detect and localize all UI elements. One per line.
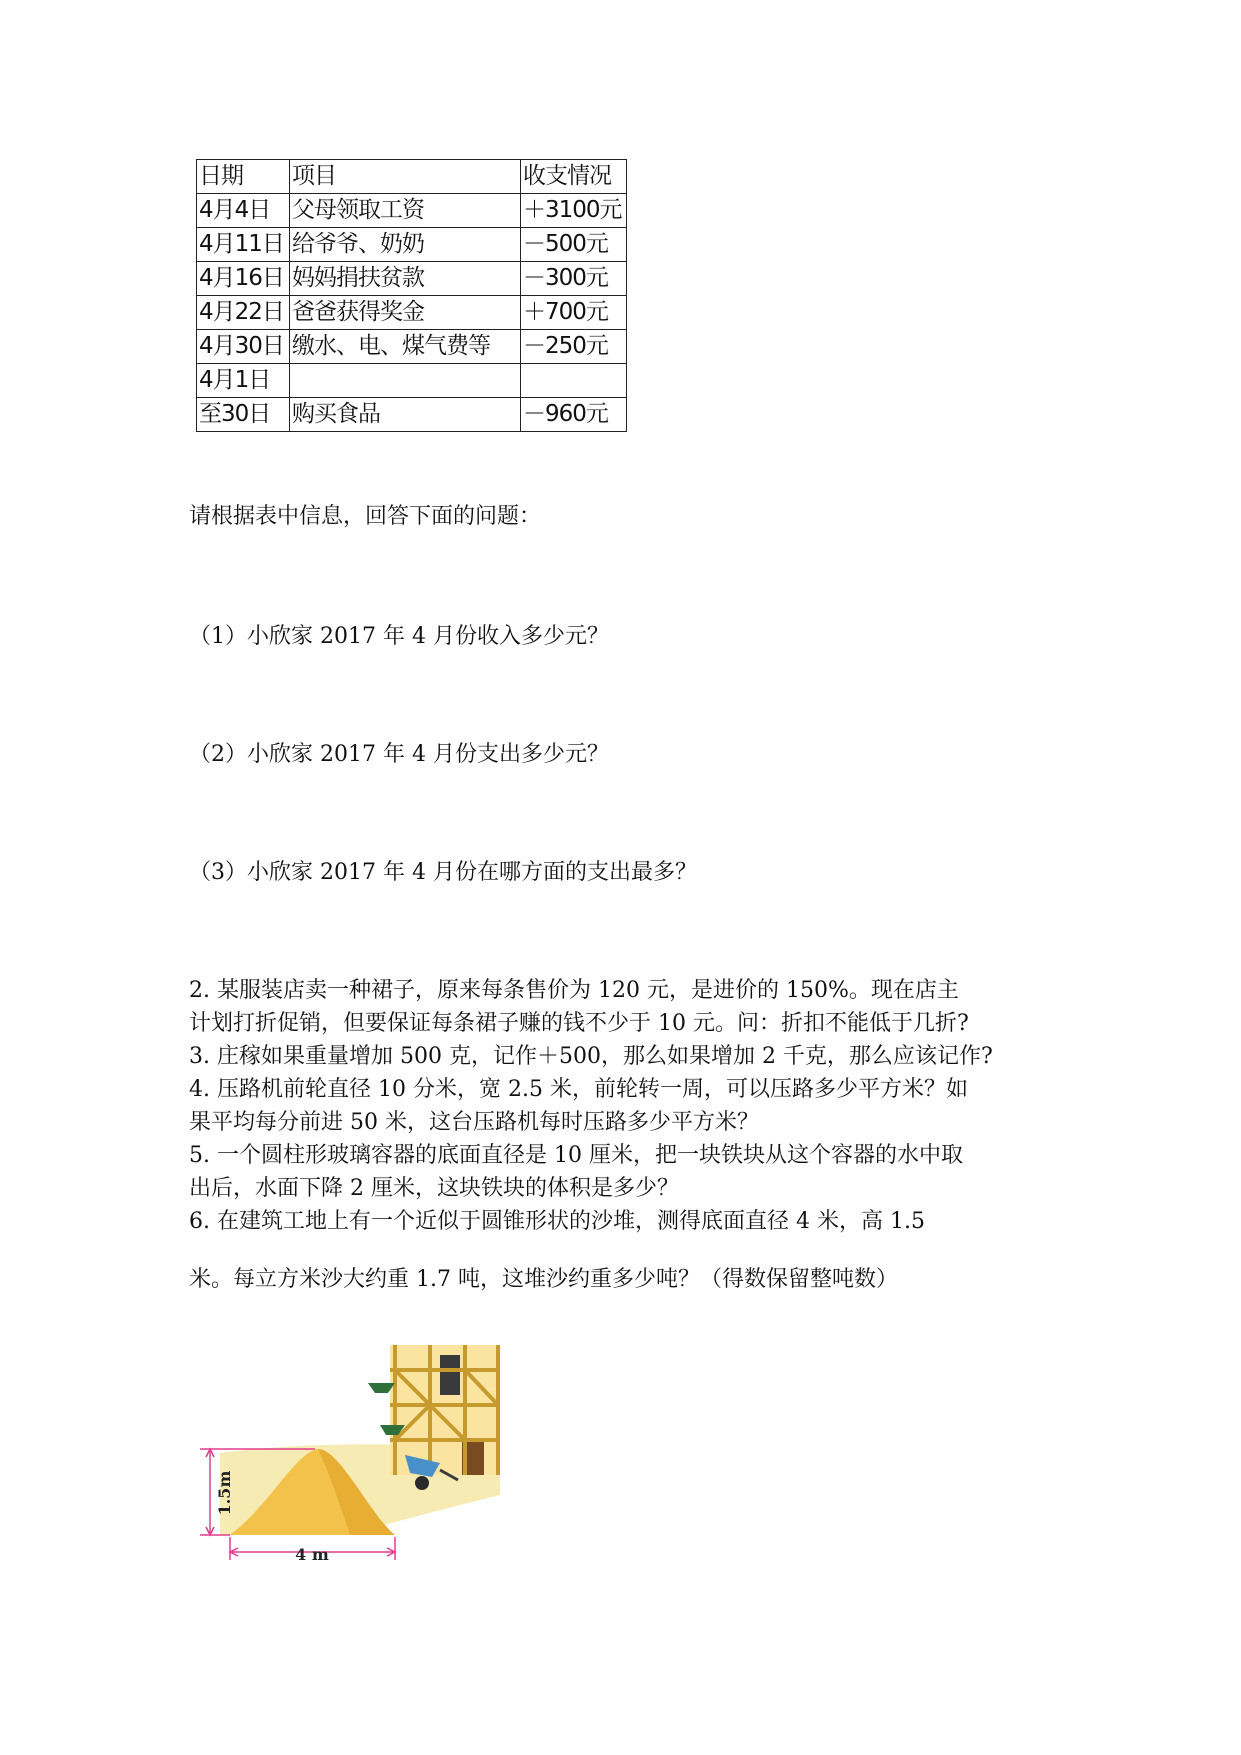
cell-amount: －960元 [521, 398, 627, 432]
problem-line: 4. 压路机前轮直径 10 分米，宽 2.5 米，前轮转一周，可以压路多少平方米？如 [189, 1077, 968, 1102]
cell-item: 爸爸获得奖金 [290, 296, 521, 330]
cell-date: 4月1日 [197, 364, 290, 398]
problem-line: 2. 某服装店卖一种裙子，原来每条售价为 120 元，是进价的 150%。现在店主 [189, 978, 959, 1003]
table-row [197, 330, 627, 364]
cell-amount: －300元 [521, 262, 627, 296]
table-row [197, 194, 627, 228]
problem-line: 出后，水面下降 2 厘米，这块铁块的体积是多少？ [189, 1176, 679, 1201]
table-row [197, 296, 627, 330]
instruction-text: 请根据表中信息，回答下面的问题： [189, 504, 542, 529]
cell-item: 缴水、电、煤气费等 [290, 330, 521, 364]
width-label: 4 m [295, 1545, 329, 1564]
cell-item: 父母领取工资 [290, 194, 521, 228]
cell-amount: －250元 [521, 330, 627, 364]
header-item: 项目 [290, 160, 521, 194]
problem-line-last: 米。每立方米沙大约重 1.7 吨，这堆沙约重多少吨？（得数保留整吨数） [189, 1267, 898, 1292]
table-row [197, 228, 627, 262]
cell-date: 4月22日 [197, 296, 290, 330]
sand-pile-illustration [200, 1345, 510, 1585]
header-amount: 收支情况 [521, 160, 627, 194]
table-row [197, 262, 627, 296]
subquestion-2: （2）小欣家 2017 年 4 月份支出多少元？ [189, 742, 609, 767]
cell-date: 至30日 [197, 398, 290, 432]
cell-date: 4月30日 [197, 330, 290, 364]
problem-line: 6. 在建筑工地上有一个近似于圆锥形状的沙堆，测得底面直径 4 米，高 1.5 [189, 1209, 925, 1234]
problem-line: 5. 一个圆柱形玻璃容器的底面直径是 10 厘米，把一块铁块从这个容器的水中取 [189, 1143, 963, 1168]
cell-date: 4月16日 [197, 262, 290, 296]
table-row [197, 364, 627, 398]
subquestion-1: （1）小欣家 2017 年 4 月份收入多少元？ [189, 624, 609, 649]
cell-item: 购买食品 [290, 398, 521, 432]
table-header-row [197, 160, 627, 194]
cell-item [290, 364, 521, 398]
table-row [197, 398, 627, 432]
problem-line: 3. 庄稼如果重量增加 500 克，记作＋500，那么如果增加 2 千克，那么应该记作? [189, 1044, 993, 1069]
header-date: 日期 [197, 160, 290, 194]
problem-line: 计划打折促销，但要保证每条裙子赚的钱不少于 10 元。问：折扣不能低于几折? [189, 1011, 969, 1036]
problem-line: 果平均每分前进 50 米，这台压路机每时压路多少平方米？ [189, 1110, 759, 1135]
cell-date: 4月11日 [197, 228, 290, 262]
cell-item: 给爷爷、奶奶 [290, 228, 521, 262]
problems-block [189, 974, 1069, 1238]
cell-amount: ＋700元 [521, 296, 627, 330]
income-expense-table [196, 159, 627, 432]
cell-amount: －500元 [521, 228, 627, 262]
height-label: 1.5m [215, 1470, 234, 1516]
cell-amount [521, 364, 627, 398]
cell-amount: ＋3100元 [521, 194, 627, 228]
subquestion-3: （3）小欣家 2017 年 4 月份在哪方面的支出最多？ [189, 860, 697, 885]
cell-item: 妈妈捐扶贫款 [290, 262, 521, 296]
cell-date: 4月4日 [197, 194, 290, 228]
